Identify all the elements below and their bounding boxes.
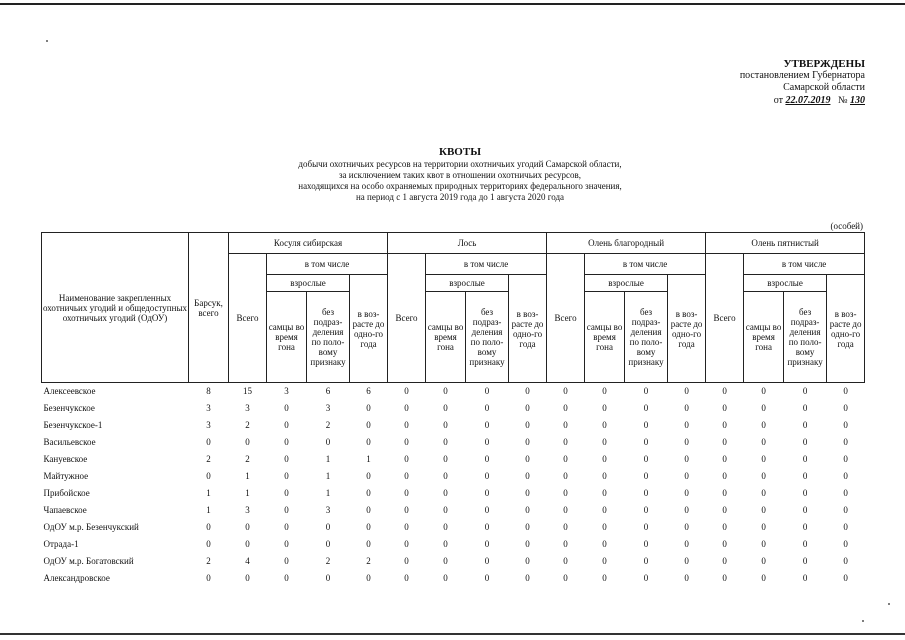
row-value: 0 [802,573,808,583]
row-value: 0 [443,505,448,515]
row-value: 0 [484,403,490,413]
row-name: Прибойское [43,488,90,498]
row-value: 0 [684,488,689,498]
row-value: 0 [366,403,371,413]
row-value: 3 [325,505,331,515]
row-value: 0 [761,471,766,481]
row-value: 0 [761,488,766,498]
nosex-header: без подраз-деления по поло-вому признаку [307,292,350,383]
row-value: 1 [245,488,250,498]
row-value: 0 [843,522,848,532]
row-value: 0 [284,488,289,498]
row-value: 0 [404,420,409,430]
row-value: 0 [206,522,211,532]
total-header: Всего [547,254,585,383]
row-value: 0 [802,454,808,464]
row-value: 0 [525,420,530,430]
row-value: 0 [484,471,490,481]
row-value: 3 [245,505,250,515]
row-name: Безенчукское-1 [43,420,103,430]
row-value: 0 [284,471,289,481]
row-name: Отрада-1 [43,539,79,549]
row-value: 0 [761,437,766,447]
row-value: 0 [563,539,568,549]
row-value: 1 [206,505,211,515]
row-name: Александровское [43,573,110,583]
row-value: 0 [366,420,371,430]
row-name: Васильевское [43,437,96,447]
row-value: 0 [284,420,289,430]
row-value: 0 [722,454,727,464]
nosex-header: без подраз-деления по поло-вому признаку [784,292,827,383]
adults-header: взрослые [267,275,350,292]
row-value: 0 [366,573,371,583]
row-value: 0 [404,488,409,498]
row-value: 0 [843,488,848,498]
young-header: в воз-расте до одно-го года [827,275,865,383]
row-value: 0 [684,386,689,396]
row-value: 0 [643,556,649,566]
adults-header: взрослые [426,275,509,292]
approval-head: УТВЕРЖДЕНЫ [783,58,865,70]
header-row-species [42,233,865,254]
row-value: 0 [684,522,689,532]
table-row [42,468,865,485]
row-value: 0 [602,403,607,413]
row-value: 0 [284,454,289,464]
row-value: 0 [484,522,490,532]
row-value: 2 [206,556,211,566]
row-value: 0 [602,505,607,515]
table-body [42,383,865,588]
table-row [42,502,865,519]
row-value: 0 [843,437,848,447]
table-row [42,519,865,536]
row-value: 0 [284,437,289,447]
row-value: 0 [722,539,727,549]
number-prefix: № [837,95,848,106]
row-value: 0 [802,437,808,447]
row-value: 2 [245,454,250,464]
row-value: 0 [684,471,689,481]
row-value: 0 [366,471,371,481]
species-header: Косуля сибирская [229,233,388,254]
row-value: 6 [366,386,371,396]
row-value: 0 [525,539,530,549]
total-header: Всего [388,254,426,383]
row-value: 0 [563,403,568,413]
row-value: 0 [602,420,607,430]
row-value: 4 [245,556,250,566]
row-value: 0 [761,403,766,413]
row-value: 0 [761,573,766,583]
approval-number: 130 [850,95,865,106]
row-value: 0 [245,573,250,583]
row-value: 0 [404,505,409,515]
unit-label: (особей) [830,221,863,231]
row-value: 8 [206,386,211,396]
including-header: в том числе [585,254,706,275]
row-value: 0 [843,505,848,515]
row-value: 0 [525,437,530,447]
row-value: 2 [325,556,331,566]
row-value: 0 [722,420,727,430]
row-value: 0 [643,454,649,464]
table-row [42,451,865,468]
row-value: 0 [602,471,607,481]
scan-speck [888,603,890,605]
row-value: 1 [245,471,250,481]
row-value: 0 [404,556,409,566]
row-value: 0 [563,386,568,396]
row-value: 1 [325,471,331,481]
row-value: 0 [484,573,490,583]
table-row [42,383,865,401]
row-value: 0 [404,437,409,447]
row-value: 0 [602,437,607,447]
row-value: 0 [602,539,607,549]
total-header: Всего [229,254,267,383]
row-value: 0 [404,573,409,583]
row-value: 0 [761,556,766,566]
row-value: 0 [722,437,727,447]
row-value: 3 [206,403,211,413]
row-value: 0 [643,471,649,481]
row-value: 0 [206,437,211,447]
row-value: 0 [802,556,808,566]
approval-line: постановлением Губернатора [739,70,865,81]
row-value: 0 [643,573,649,583]
table-row [42,553,865,570]
row-name: Алексеевское [43,386,96,396]
row-value: 0 [245,437,250,447]
row-value: 0 [484,437,490,447]
young-header: в воз-расте до одно-го года [509,275,547,383]
males-header: самцы во время гона [267,292,307,383]
row-value: 0 [684,573,689,583]
row-value: 0 [761,522,766,532]
row-value: 0 [802,420,808,430]
row-value: 0 [525,403,530,413]
including-header: в том числе [744,254,865,275]
row-value: 0 [802,488,808,498]
row-value: 0 [802,539,808,549]
row-value: 0 [843,573,848,583]
row-value: 0 [284,522,289,532]
row-value: 0 [643,420,649,430]
row-value: 0 [325,539,331,549]
row-value: 0 [484,454,490,464]
row-value: 0 [404,454,409,464]
row-value: 0 [325,522,331,532]
row-value: 0 [722,403,727,413]
title-line: за исключением таких квот в отношении охотничьих ресурсов, [339,170,581,180]
row-name: Чапаевское [43,505,87,515]
row-value: 3 [325,403,331,413]
row-value: 0 [484,539,490,549]
row-value: 0 [722,488,727,498]
row-value: 0 [843,556,848,566]
table-row [42,434,865,451]
row-value: 0 [404,539,409,549]
row-value: 0 [802,522,808,532]
species-header: Олень благородный [547,233,706,254]
row-value: 2 [206,454,211,464]
row-value: 0 [684,420,689,430]
row-value: 0 [722,386,727,396]
young-header: в воз-расте до одно-го года [350,275,388,383]
row-name: Безенчукское [43,403,95,413]
row-value: 0 [602,488,607,498]
males-header: самцы во время гона [744,292,784,383]
row-value: 0 [443,522,448,532]
row-value: 0 [525,556,530,566]
row-value: 0 [563,454,568,464]
row-value: 0 [443,403,448,413]
row-value: 3 [245,403,250,413]
row-value: 0 [761,539,766,549]
date-prefix: от [773,95,783,106]
row-value: 0 [443,386,448,396]
row-value: 0 [525,505,530,515]
including-header: в том числе [267,254,388,275]
total-header: Всего [706,254,744,383]
including-header: в том числе [426,254,547,275]
row-value: 3 [206,420,211,430]
quota-table [41,232,865,587]
row-value: 0 [722,573,727,583]
row-value: 0 [843,386,848,396]
row-value: 0 [602,556,607,566]
row-value: 0 [484,556,490,566]
row-value: 0 [366,437,371,447]
row-value: 0 [443,573,448,583]
row-name: Майтужное [43,471,89,481]
bottom-border-line [0,633,905,635]
scan-speck [46,40,48,42]
row-value: 0 [366,488,371,498]
row-value: 2 [245,420,250,430]
row-value: 0 [366,505,371,515]
row-value: 0 [443,471,448,481]
row-value: 0 [443,437,448,447]
row-value: 0 [245,539,250,549]
row-value: 0 [284,573,289,583]
approval-date: 22.07.2019 [785,95,831,106]
table-row [42,570,865,587]
title-line: добычи охотничьих ресурсов на территории охотничьих угодий Самарской области, [298,159,622,169]
row-name: Кануевское [43,454,88,464]
row-value: 0 [525,454,530,464]
row-value: 0 [484,488,490,498]
approval-line: Самарской области [783,82,865,93]
table-row [42,400,865,417]
row-value: 0 [404,471,409,481]
species-header: Олень пятнистый [706,233,865,254]
row-value: 0 [722,505,727,515]
table-row [42,485,865,502]
document-title [230,146,690,203]
row-value: 0 [843,539,848,549]
row-value: 0 [684,403,689,413]
row-value: 0 [525,386,530,396]
row-value: 0 [404,403,409,413]
row-value: 6 [325,386,331,396]
row-value: 0 [284,505,289,515]
name-header: Наименование закрепленных охотничьих угодий и общедоступных охотничьих угодий (ОдОУ) [42,233,189,383]
row-value: 0 [602,454,607,464]
row-value: 0 [643,386,649,396]
row-value: 0 [643,539,649,549]
row-value: 0 [563,488,568,498]
table-row [42,536,865,553]
row-value: 0 [563,573,568,583]
row-value: 1 [366,454,371,464]
row-value: 0 [484,505,490,515]
row-value: 0 [443,454,448,464]
row-value: 0 [563,556,568,566]
row-value: 0 [602,522,607,532]
row-value: 0 [206,539,211,549]
row-value: 0 [563,505,568,515]
table-row [42,417,865,434]
row-value: 1 [325,454,331,464]
row-value: 0 [843,471,848,481]
row-value: 2 [325,420,331,430]
title-heading: КВОТЫ [438,146,481,158]
title-line: на период с 1 августа 2019 года до 1 августа 2020 года [355,192,565,202]
row-value: 0 [484,420,490,430]
young-header: в воз-расте до одно-го года [668,275,706,383]
adults-header: взрослые [744,275,827,292]
row-value: 0 [206,573,211,583]
row-value: 0 [843,454,848,464]
row-value: 0 [722,471,727,481]
row-value: 0 [643,505,649,515]
row-value: 0 [643,488,649,498]
row-value: 0 [404,386,409,396]
row-value: 0 [761,505,766,515]
row-value: 15 [243,386,252,396]
adults-header: взрослые [585,275,668,292]
row-value: 0 [325,437,331,447]
row-value: 0 [643,522,649,532]
row-value: 0 [366,539,371,549]
row-value: 0 [443,420,448,430]
nosex-header: без подраз-деления по поло-вому признаку [625,292,668,383]
row-value: 0 [761,386,766,396]
row-value: 0 [602,386,607,396]
row-value: 0 [443,539,448,549]
row-value: 0 [284,539,289,549]
row-value: 0 [525,573,530,583]
row-value: 2 [366,556,371,566]
row-value: 1 [325,488,331,498]
species-header: Лось [388,233,547,254]
row-value: 0 [643,437,649,447]
row-value: 1 [206,488,211,498]
males-header: самцы во время гона [426,292,466,383]
row-value: 0 [284,403,289,413]
row-value: 3 [284,386,289,396]
row-value: 0 [404,522,409,532]
row-value: 0 [802,403,808,413]
row-value: 0 [761,454,766,464]
males-header: самцы во время гона [585,292,625,383]
row-value: 0 [843,420,848,430]
row-value: 0 [245,522,250,532]
row-name: ОдОУ м.р. Богатовский [43,556,134,566]
row-value: 0 [525,488,530,498]
badger-header: Барсук, всего [189,233,229,383]
row-value: 0 [761,420,766,430]
row-value: 0 [602,573,607,583]
row-value: 0 [563,420,568,430]
title-line: находящихся на особо охраняемых природных территориях федерального значения, [298,181,622,191]
nosex-header: без подраз-деления по поло-вому признаку [466,292,509,383]
top-border-line [0,3,905,5]
row-name: ОдОУ м.р. Безенчукский [43,522,139,532]
row-value: 0 [525,522,530,532]
row-value: 0 [802,505,808,515]
row-value: 0 [443,556,448,566]
row-value: 0 [684,454,689,464]
row-value: 0 [284,556,289,566]
row-value: 0 [643,403,649,413]
approval-block [700,58,865,107]
row-value: 0 [443,488,448,498]
row-value: 0 [525,471,530,481]
row-value: 0 [563,437,568,447]
row-value: 0 [484,386,490,396]
scan-speck [862,620,864,622]
row-value: 0 [366,522,371,532]
row-value: 0 [722,556,727,566]
approval-date-line [700,95,865,107]
row-value: 0 [802,386,808,396]
row-value: 0 [722,522,727,532]
row-value: 0 [325,573,331,583]
row-value: 0 [206,471,211,481]
row-value: 0 [684,437,689,447]
row-value: 0 [684,539,689,549]
row-value: 0 [684,505,689,515]
row-value: 0 [684,556,689,566]
row-value: 0 [563,471,568,481]
row-value: 0 [843,403,848,413]
row-value: 0 [802,471,808,481]
row-value: 0 [563,522,568,532]
